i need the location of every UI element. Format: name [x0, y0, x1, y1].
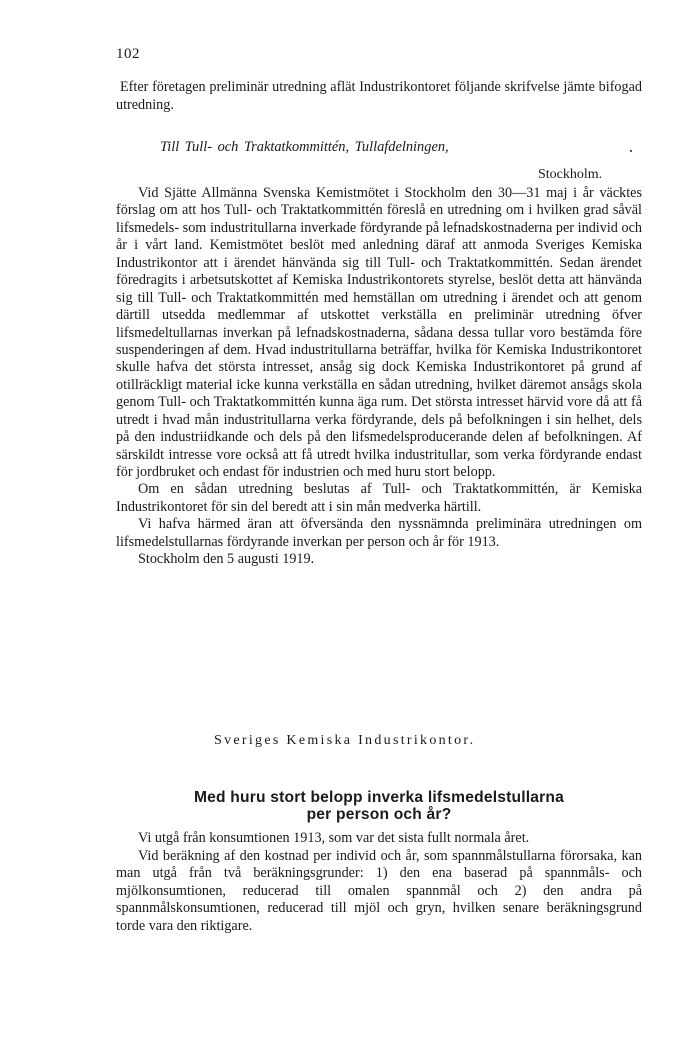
intro-paragraph: Efter företagen preliminär utredning aflät Industrikontoret följande skrifvelse jämte bifogad utredning.: [116, 79, 642, 113]
scan-speck: [630, 150, 632, 152]
page-number: 102: [116, 46, 140, 62]
letter-city: Stockholm.: [538, 167, 603, 182]
section-paragraph: Vid beräkning af den kostnad per individ och år, som spannmålstullarna förorsaka, kan man utgå från två beräkningsgrunder: 1) den ena baserad på spannmåls- och mjölkonsumtionen, reducerad till omalen spannmål och 2) den andra på spannmålskonsumtionen, reducerad till mjöl och gryn, hvilken senare beräkningsgrund torde vara den riktigare.: [116, 847, 642, 934]
section-paragraph: Vi utgå från konsumtionen 1913, som var det sista fullt normala året.: [138, 830, 530, 846]
letter-paragraph: Vid Sjätte Allmänna Svenska Kemistmötet i Stockholm den 30—31 maj i år väcktes förslag om att hos Tull- och Traktatkommittén föreslå en utredning om i hvilken grad såväl lifsmedels- som industritullarna inverkade fördyrande på lefnadskostnaderna per individ och år i vårt land. Kemistmötet beslöt med anledning däraf att anmoda Sveriges Kemiska Industrikontor att i ärendet hänvända sig till Tull- och Traktatkommittén. Sedan ärendet föredragits i arbetsutskottet af Kemiska Industrikontorets styrelse, beslöt detta att hänvända sig till Tull- och Traktatkommittén med hemställan om utredning i ärendet och att genom därtill utsedda medlemmar af utskottet verkställa en preliminär utredning öfver lifsmedeltullarnas inverkan på lefnadskostnaderna, sådana dessa tullar voro bestämda före suspenderingen af dem. Hvad industritullarna beträffar, hvilka för Kemiska Industrikontoret skulle hafva det största intresset, ansåg sig dock Kemiska Industrikontoret på grund af otillräckligt material icke kunna verkställa en sådan utredning, hvilket däremot ansågs skola genom Tull- och Traktatkommittén kunna äga rum. Det största intresset härvid vore då att få utredt i hvad mån industritullarna verka fördyrande, dels på befolkningen i sin helhet, dels på den industriidkande och dels på den lifsmedelsproducerande delen af befolkningen. Af särskildt intresse vore också att få utredt hvilka industritullar, som verka fördyrande endast för jordbruket och endast för industrien och med huru stort belopp.: [116, 185, 642, 480]
section-heading-line-2: per person och år?: [306, 806, 452, 823]
section-heading-line-1: Med huru stort belopp inverka lifsmedelstullarna: [193, 789, 565, 806]
letter-signature: Sveriges Kemiska Industrikontor.: [214, 733, 476, 748]
section-body: [116, 830, 642, 936]
section-heading: [116, 789, 642, 823]
letter-paragraph: Vi hafva härmed äran att öfversända den nyssnämnda preliminära utredningen om lifsmedelstullarnas fördyrande inverkan per person och år för 1913.: [116, 516, 642, 550]
letter-date: Stockholm den 5 augusti 1919.: [138, 551, 315, 568]
letter-address: Till Tull- och Traktatkommittén, Tullafdelningen,: [160, 139, 449, 155]
letter-body: [116, 185, 642, 569]
letter-paragraph: Om en sådan utredning beslutas af Tull- och Traktatkommittén, är Kemiska Industrikontoret för sin del beredt att i sin mån medverka härtill.: [116, 481, 642, 515]
